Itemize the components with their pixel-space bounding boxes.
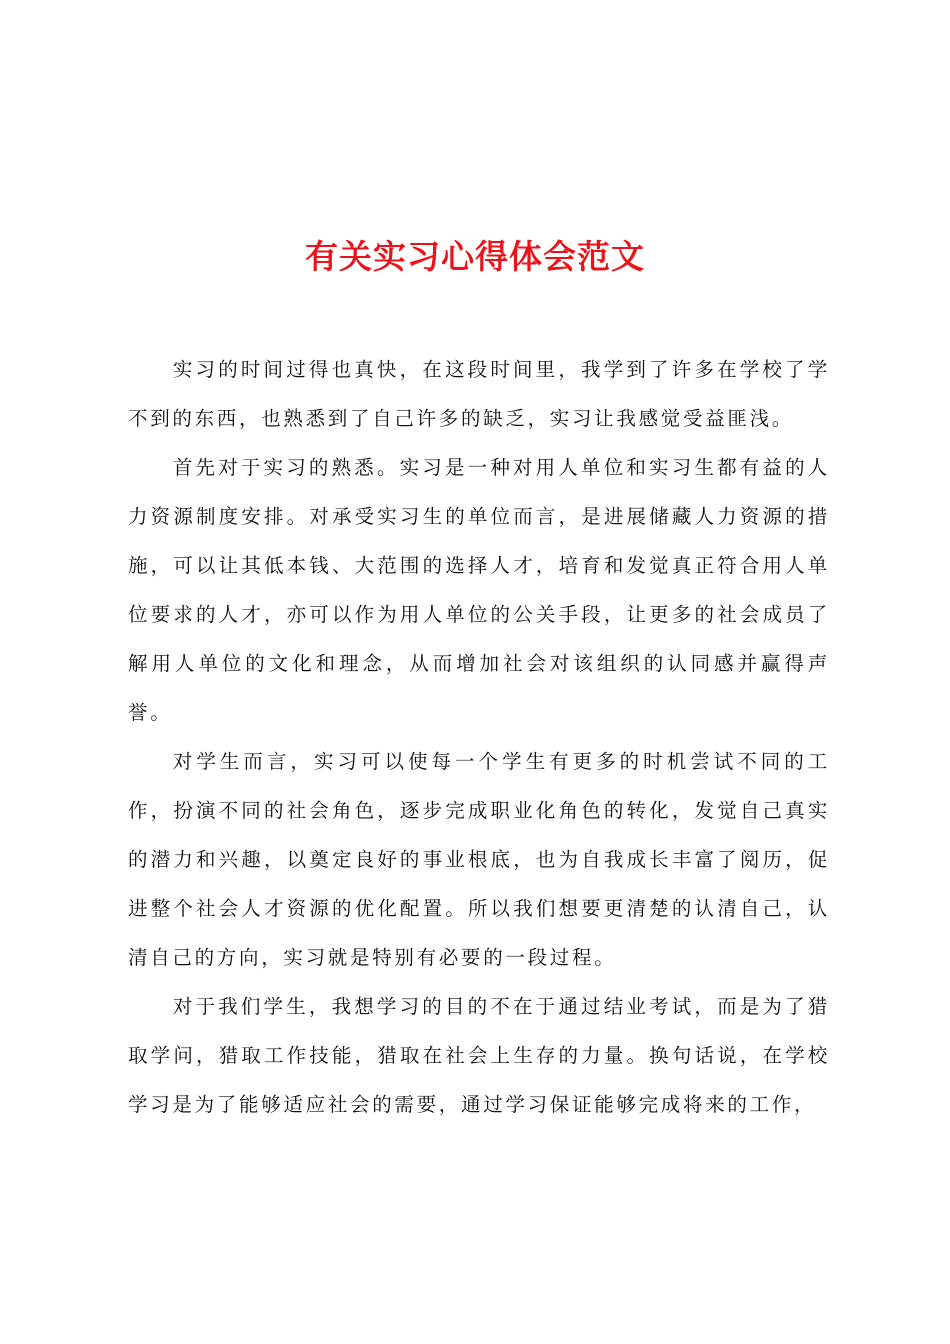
paragraph: 对学生而言，实习可以使每一个学生有更多的时机尝试不同的工作，扮演不同的社会角色，逐步完成职业化角色的转化，发觉自己真实的潜力和兴趣，以奠定良好的事业根底，也为自我成长丰富了阅历，促进整个社会人才资源的优化配置。所以我们想要更清楚的认清自己，认清自己的方向，实习就是特别有必要的一段过程。 [128,750,830,969]
document-body [128,345,830,1129]
document-title: 有关实习心得体会范文 [305,237,645,277]
paragraph: 对于我们学生，我想学习的目的不在于通过结业考试，而是为了猎取学问，猎取工作技能，猎取在社会上生存的力量。换句话说，在学校学习是为了能够适应社会的需要，通过学习保证能够完成将来的工作， [128,995,830,1116]
paragraph: 实习的时间过得也真快，在这段时间里，我学到了许多在学校了学不到的东西，也熟悉到了自己许多的缺乏，实习让我感觉受益匪浅。 [128,358,830,430]
paragraph: 首先对于实习的熟悉。实习是一种对用人单位和实习生都有益的人力资源制度安排。对承受实习生的单位而言，是进展储藏人力资源的措施，可以让其低本钱、大范围的选择人才，培育和发觉真正符合用人单位要求的人才，亦可以作为用人单位的公关手段，让更多的社会成员了解用人单位的文化和理念，从而增加社会对该组织的认同感并赢得声誉。 [128,456,830,724]
